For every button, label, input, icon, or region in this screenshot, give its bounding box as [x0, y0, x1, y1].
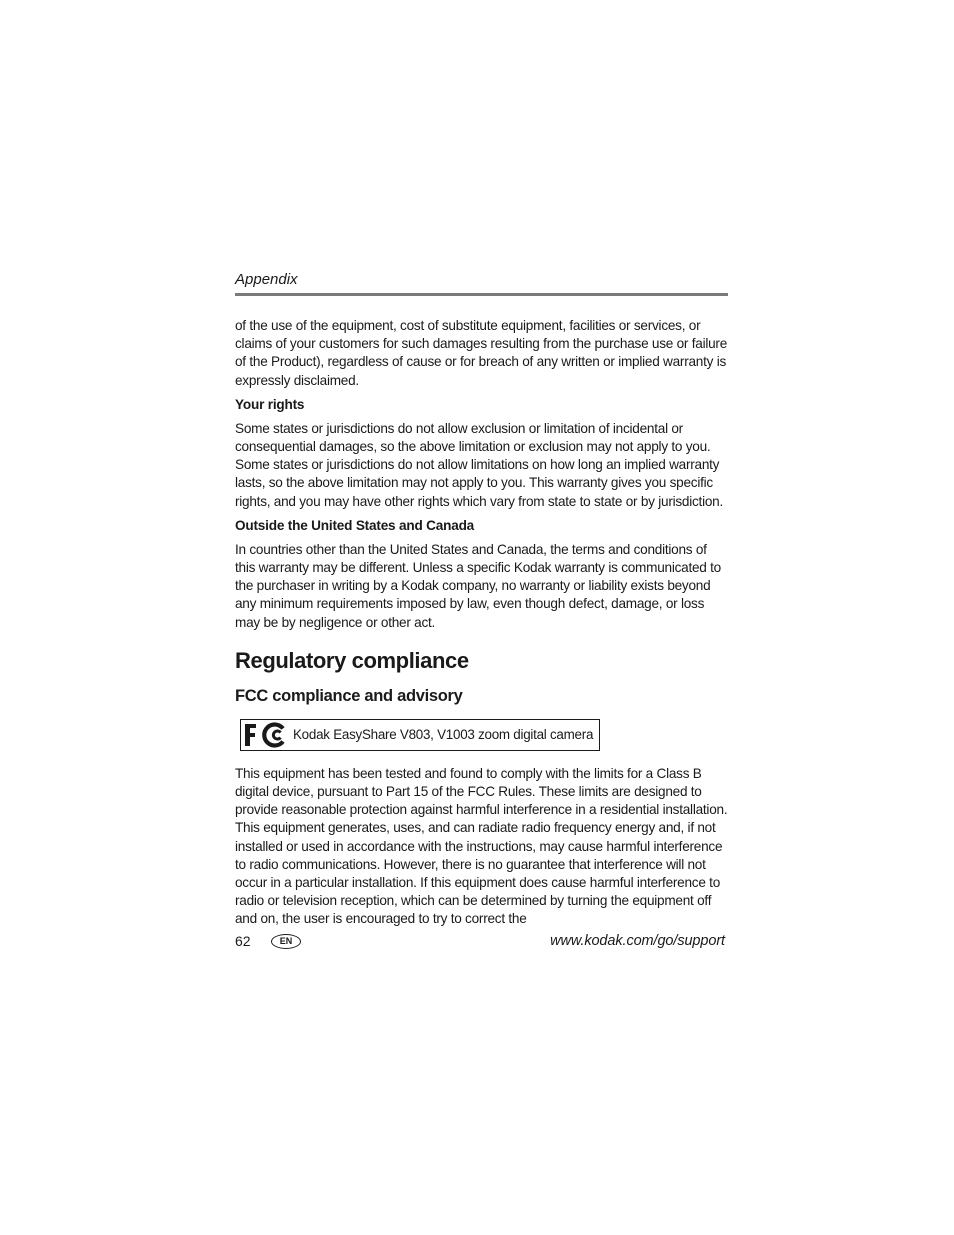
your-rights-paragraph: Some states or jurisdictions do not allow exclusion or limitation of incidental or consequential damages, so the above limitation or exclusion may not apply to you. Some states or jurisdictions do not allow limitations on how long an implied warranty lasts, so the above limitation may not apply to you. This warranty gives you specific rights, and you may have other rights which vary from state to state or by jurisdiction. [235, 420, 723, 509]
outside-us-paragraph: In countries other than the United States and Canada, the terms and conditions of this warranty may be different. Unless a specific Kodak warranty is communicated to the purchaser in writing by a Kodak company, no warranty or liability exists beyond any minimum requirements imposed by law, even though defect, damage, or loss may be by negligence or other act. [235, 541, 721, 630]
support-url-link[interactable]: www.kodak.com/go/support [550, 933, 725, 949]
fcc-declaration-box [240, 719, 600, 751]
fcc-paragraph: This equipment has been tested and found to comply with the limits for a Class B digital device, pursuant to Part 15 of the FCC Rules. These limits are designed to provide reasonable protection against harmful interference in a residential installation. This equipment generates, uses, and can radiate radio frequency energy and, if not installed or used in accordance with the instructions, may cause harmful interference to radio communications. However, there is no guarantee that interference will not occur in a particular installation. If this equipment does cause harmful interference to radio or television reception, which can be determined by turning the equipment off and on, the user is encouraged to try to correct the [235, 765, 728, 927]
fcc-box-label: Kodak EasyShare V803, V1003 zoom digital camera [293, 727, 594, 743]
page-number: 62 [235, 933, 251, 949]
fcc-logo-icon [243, 721, 285, 749]
running-header: Appendix [235, 271, 298, 288]
your-rights-heading: Your rights [235, 396, 305, 412]
outside-us-heading: Outside the United States and Canada [235, 517, 475, 533]
continuation-paragraph: of the use of the equipment, cost of substitute equipment, facilities or services, or claims of your customers for such damages resulting from the purchase use or failure of the Product), regardless of cause or for breach of any written or implied warranty is expressly disclaimed. [235, 318, 728, 388]
page-footer [235, 931, 725, 953]
header-rule [235, 293, 728, 296]
fcc-compliance-heading: FCC compliance and advisory [235, 686, 463, 705]
language-badge: EN [271, 934, 301, 949]
regulatory-compliance-title: Regulatory compliance [235, 647, 469, 673]
page-content [235, 268, 728, 929]
